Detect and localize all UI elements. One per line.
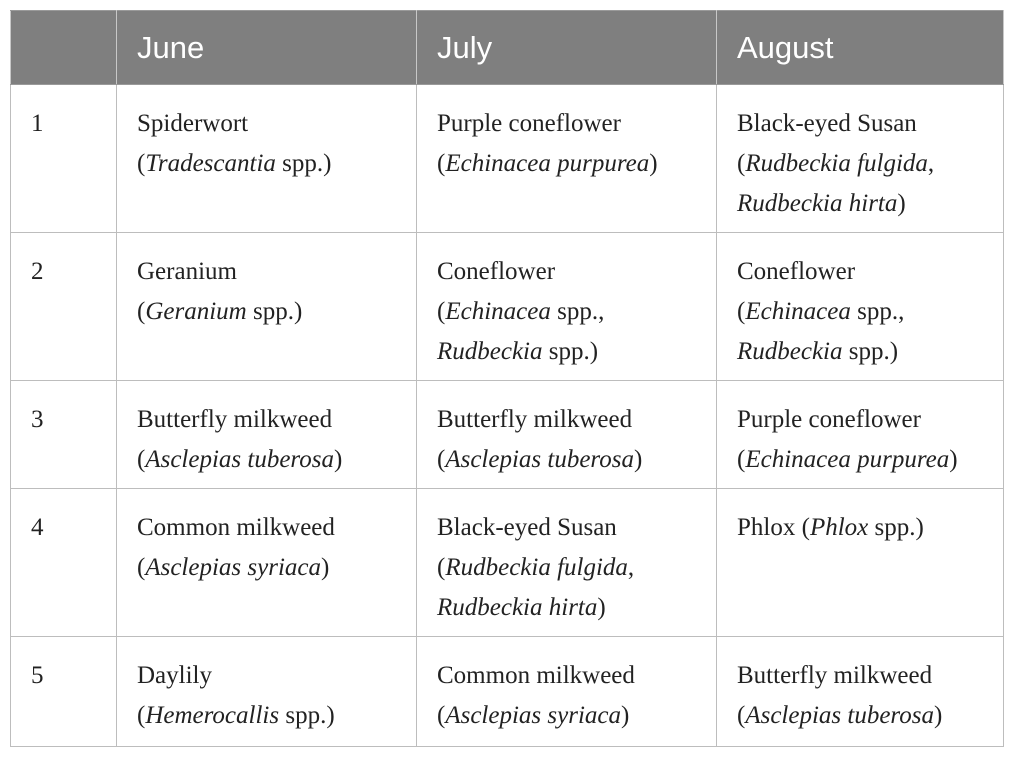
common-name: Butterfly milkweed [437,406,633,433]
plant-cell: Butterfly milkweed (Asclepias tuberosa) [417,381,717,489]
common-name: Butterfly milkweed [137,406,333,433]
header-row [11,11,1004,85]
scientific-name: Rudbeckia fulgida [745,150,928,177]
plant-cell: Coneflower (Echinacea spp., Rudbeckia spp.) [417,233,717,381]
name-suffix: spp.) [542,338,599,365]
name-suffix: ) [933,702,943,729]
table-row [11,637,1004,747]
common-name: Purple coneflower [737,406,921,433]
scientific-name: Geranium [145,298,247,325]
header-august: August [717,11,1004,85]
table-body [11,85,1004,747]
common-name: Common milkweed [437,662,635,689]
name-suffix: ) [649,150,658,177]
plant-cell: Spiderwort (Tradescantia spp.) [117,85,417,233]
plant-cell: Geranium (Geranium spp.) [117,233,417,381]
plant-cell: Coneflower (Echinacea spp., Rudbeckia spp.) [717,233,1004,381]
table-row [11,381,1004,489]
common-name: Black-eyed Susan [437,514,617,541]
common-name: Common milkweed [137,514,335,541]
common-name: Butterfly milkweed [737,662,933,689]
name-suffix: spp.) [868,514,924,541]
scientific-name: Rudbeckia hirta [737,190,898,217]
plant-cell: Black-eyed Susan (Rudbeckia fulgida, Rudbeckia hirta) [717,85,1004,233]
name-suffix: spp.) [279,702,335,729]
name-suffix: spp.) [275,150,332,177]
scientific-name: Rudbeckia fulgida [445,554,628,581]
common-name: Coneflower [737,258,856,285]
common-name: Phlox [737,514,796,541]
plant-cell: Daylily (Hemerocallis spp.) [117,637,417,747]
scientific-name: Echinacea purpurea [445,150,650,177]
name-suffix: , [627,554,635,581]
name-suffix: ) [597,594,606,621]
scientific-name: Asclepias tuberosa [445,446,634,473]
plant-cell: Purple coneflower (Echinacea purpurea) [717,381,1004,489]
scientific-name: Rudbeckia [437,338,543,365]
plants-by-month-table [10,10,1004,747]
name-suffix: ) [897,190,906,217]
table-row [11,85,1004,233]
scientific-name: Rudbeckia [737,338,843,365]
rank-cell: 1 [11,85,117,233]
table-row [11,233,1004,381]
plant-cell: Phlox (Phlox spp.) [717,489,1004,637]
name-suffix: spp., [550,298,605,325]
scientific-name: Tradescantia [145,150,276,177]
common-name: Purple coneflower [437,110,621,137]
plant-cell: Common milkweed (Asclepias syriaca) [417,637,717,747]
scientific-name: Rudbeckia hirta [437,594,598,621]
name-suffix: ) [333,446,343,473]
common-name: Spiderwort [137,110,249,137]
name-suffix: spp.) [246,298,303,325]
name-suffix: ) [621,702,630,729]
scientific-name: Asclepias syriaca [445,702,621,729]
scientific-name: Hemerocallis [145,702,280,729]
header-rank [11,11,117,85]
name-suffix: ) [633,446,643,473]
scientific-name: Echinacea [745,298,851,325]
common-name: Geranium [137,258,237,285]
scientific-name: Echinacea [445,298,551,325]
header-june: June [117,11,417,85]
common-name: Coneflower [437,258,556,285]
scientific-name: Asclepias tuberosa [145,446,334,473]
rank-cell: 2 [11,233,117,381]
name-suffix: spp.) [842,338,899,365]
plant-cell: Black-eyed Susan (Rudbeckia fulgida, Rudbeckia hirta) [417,489,717,637]
common-name: Daylily [137,662,212,689]
plant-cell: Purple coneflower (Echinacea purpurea) [417,85,717,233]
rank-cell: 4 [11,489,117,637]
name-suffix: , [927,150,935,177]
rank-cell: 3 [11,381,117,489]
rank-cell: 5 [11,637,117,747]
name-suffix: spp., [850,298,905,325]
plant-cell: Butterfly milkweed (Asclepias tuberosa) [117,381,417,489]
common-name: Black-eyed Susan [737,110,917,137]
scientific-name: Phlox [809,514,869,541]
scientific-name: Asclepias tuberosa [745,702,934,729]
scientific-name: Asclepias syriaca [145,554,321,581]
header-july: July [417,11,717,85]
plant-cell: Common milkweed (Asclepias syriaca) [117,489,417,637]
name-suffix: ) [321,554,330,581]
scientific-name: Echinacea purpurea [745,446,950,473]
table-header [11,11,1004,85]
table-row [11,489,1004,637]
plant-cell: Butterfly milkweed (Asclepias tuberosa) [717,637,1004,747]
name-suffix: ) [949,446,958,473]
